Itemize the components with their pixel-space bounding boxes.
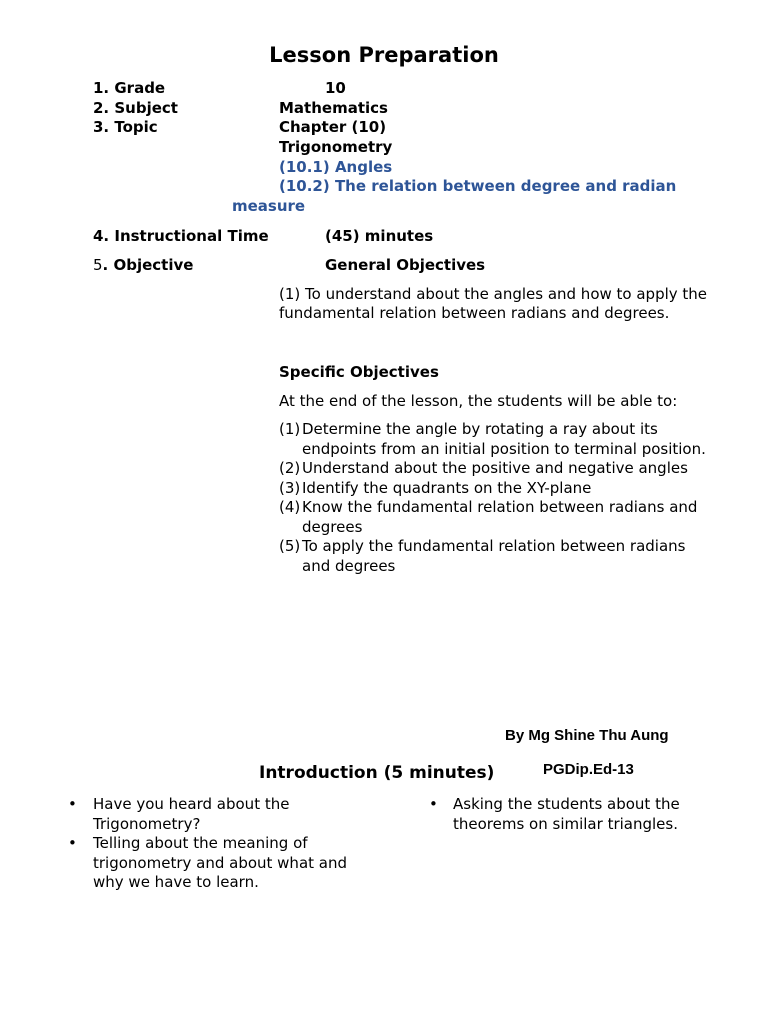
list-item: Understand about the positive and negative angles (302, 459, 688, 477)
topic-subsection-relation-continued: measure (232, 197, 306, 215)
list-item: To apply the fundamental relation between radians and degrees (302, 537, 686, 575)
objective-label (93, 255, 193, 275)
list-item-number: (4) (279, 498, 301, 516)
list-item: Have you heard about the Trigonometry? (93, 795, 290, 833)
list-item-number: (5) (279, 537, 301, 555)
grade-value: 10 (325, 79, 346, 97)
list-item: Know the fundamental relation between radians and degrees (302, 498, 698, 536)
topic-label: 3. Topic (93, 118, 158, 136)
specific-objectives-intro: At the end of the lesson, the students will be able to: (279, 392, 678, 410)
general-objective-line1: (1) To understand about the angles and how to apply the (279, 285, 708, 303)
objective-label-number: 5 (93, 256, 103, 274)
subject-label: 2. Subject (93, 99, 178, 117)
specific-objectives-heading: Specific Objectives (279, 363, 439, 381)
topic-subsection-angles: (10.1) Angles (279, 158, 393, 176)
list-item: Telling about the meaning of trigonometry and about what and why we have to learn. (93, 834, 348, 891)
grade-label: 1. Grade (93, 79, 166, 97)
topic-chapter: Chapter (10) (279, 118, 387, 136)
list-item-number: (3) (279, 479, 301, 497)
time-value: (45) minutes (325, 227, 434, 245)
list-item: Identify the quadrants on the XY-plane (302, 479, 592, 497)
topic-subsection-relation: (10.2) The relation between degree and radian (279, 177, 677, 195)
introduction-heading: Introduction (5 minutes) (259, 763, 495, 783)
list-item-number: (1) (279, 420, 301, 438)
time-label: 4. Instructional Time (93, 227, 269, 245)
author-signature: By Mg Shine Thu Aung (505, 727, 669, 744)
general-objectives-heading: General Objectives (325, 256, 486, 274)
bullet-icon: • (429, 795, 438, 813)
general-objective-line2: fundamental relation between radians and degrees. (279, 304, 670, 322)
subject-value: Mathematics (279, 99, 388, 117)
bullet-icon: • (68, 834, 77, 852)
list-item: Asking the students about the theorems on similar triangles. (453, 795, 680, 833)
program-label: PGDip.Ed-13 (543, 761, 634, 778)
topic-name: Trigonometry (279, 138, 393, 156)
list-item: Determine the angle by rotating a ray about its endpoints from an initial position to terminal position. (302, 420, 706, 458)
page-title: Lesson Preparation (269, 43, 499, 67)
list-item-number: (2) (279, 459, 301, 477)
bullet-icon: • (68, 795, 77, 813)
objective-label-text: . Objective (102, 256, 194, 274)
